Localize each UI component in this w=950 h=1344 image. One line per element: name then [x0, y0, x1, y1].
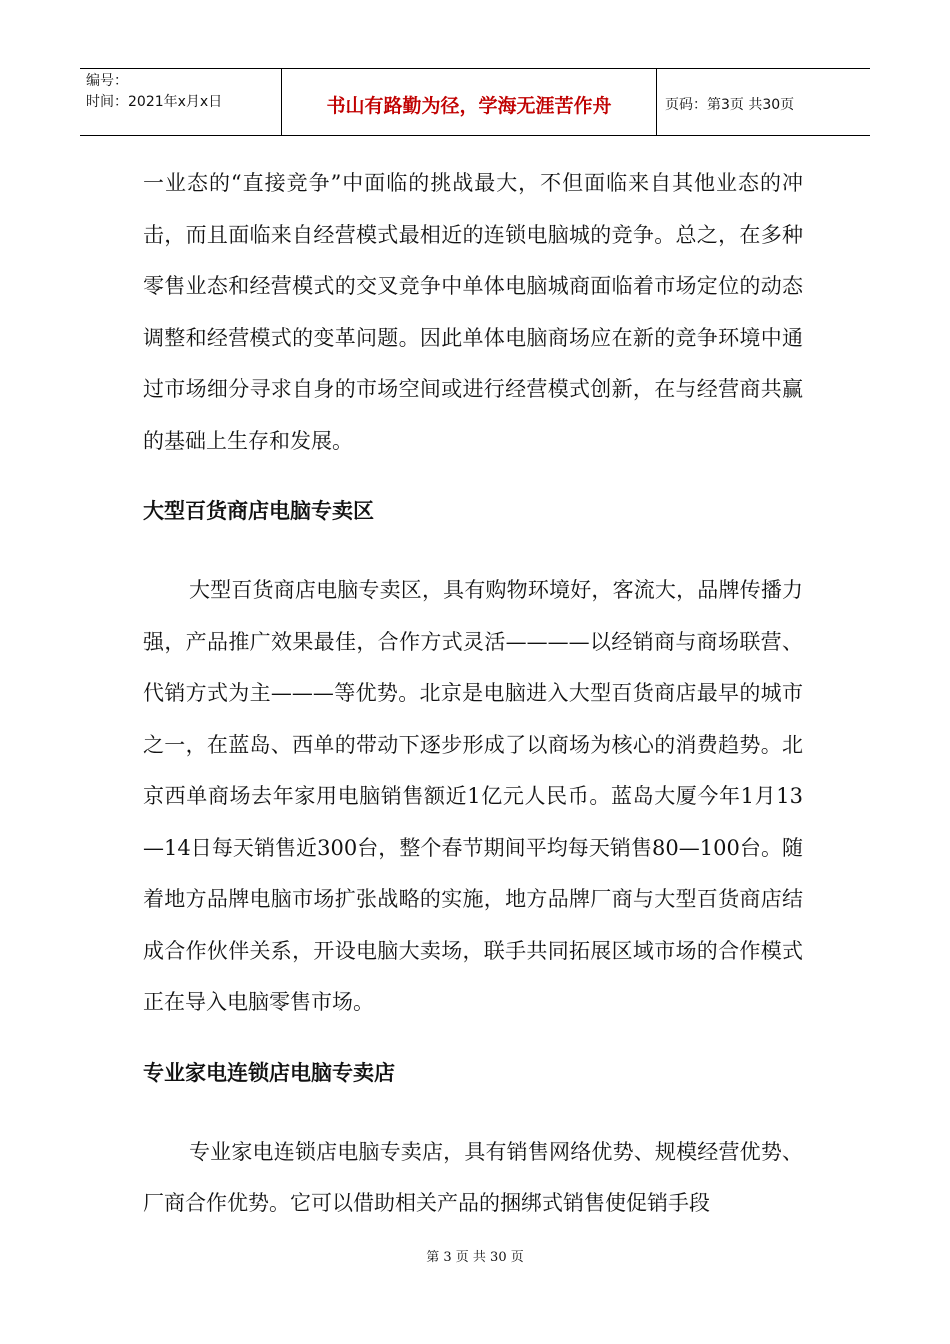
header-page-info: 页码：第3页 共30页 — [665, 97, 795, 113]
section-heading: 大型百货商店电脑专卖区 — [143, 499, 374, 523]
header-meta — [80, 69, 282, 135]
body-paragraph: 一业态的“直接竞争”中面临的挑战最大，不但面临来自其他业态的冲击，而且面临来自经营模式最相近的连锁电脑城的竞争。总之，在多种零售业态和经营模式的交叉竞争中单体电脑城商面临着市场定位的动态调整和经营模式的变革问题。因此单体电脑商场应在新的竞争环境中通过市场细分寻求自身的市场空间或进行经营模式创新，在与经营商共赢的基础上生存和发展。 — [143, 171, 803, 453]
document-number-label: 编号： — [86, 73, 128, 89]
page-header — [80, 68, 870, 136]
document-date-label: 时间：2021年x月x日 — [86, 94, 223, 110]
document-body — [143, 158, 803, 1230]
body-paragraph: 大型百货商店电脑专卖区，具有购物环境好，客流大，品牌传播力强，产品推广效果最佳，合作方式灵活————以经销商与商场联营、代销方式为主———等优势。北京是电脑进入大型百货商店最早的城市之一，在蓝岛、西单的带动下逐步形成了以商场为核心的消费趋势。北京西单商场去年家用电脑销售额近1亿元人民币。蓝岛大厦今年1月13—14日每天销售近300台，整个春节期间平均每天销售80—100台。随着地方品牌电脑市场扩张战略的实施，地方品牌厂商与大型百货商店结成合作伙伴关系，开设电脑大卖场，联手共同拓展区域市场的合作模式正在导入电脑零售市场。 — [143, 578, 803, 1014]
section-heading: 专业家电连锁店电脑专卖店 — [143, 1060, 395, 1085]
header-motto: 书山有路勤为径，学海无涯苦作舟 — [282, 69, 657, 135]
page-footer: 第 3 页 共 30 页 — [426, 1250, 524, 1265]
body-paragraph: 专业家电连锁店电脑专卖店，具有销售网络优势、规模经营优势、厂商合作优势。它可以借助相关产品的捆绑式销售使促销手段 — [143, 1139, 803, 1215]
